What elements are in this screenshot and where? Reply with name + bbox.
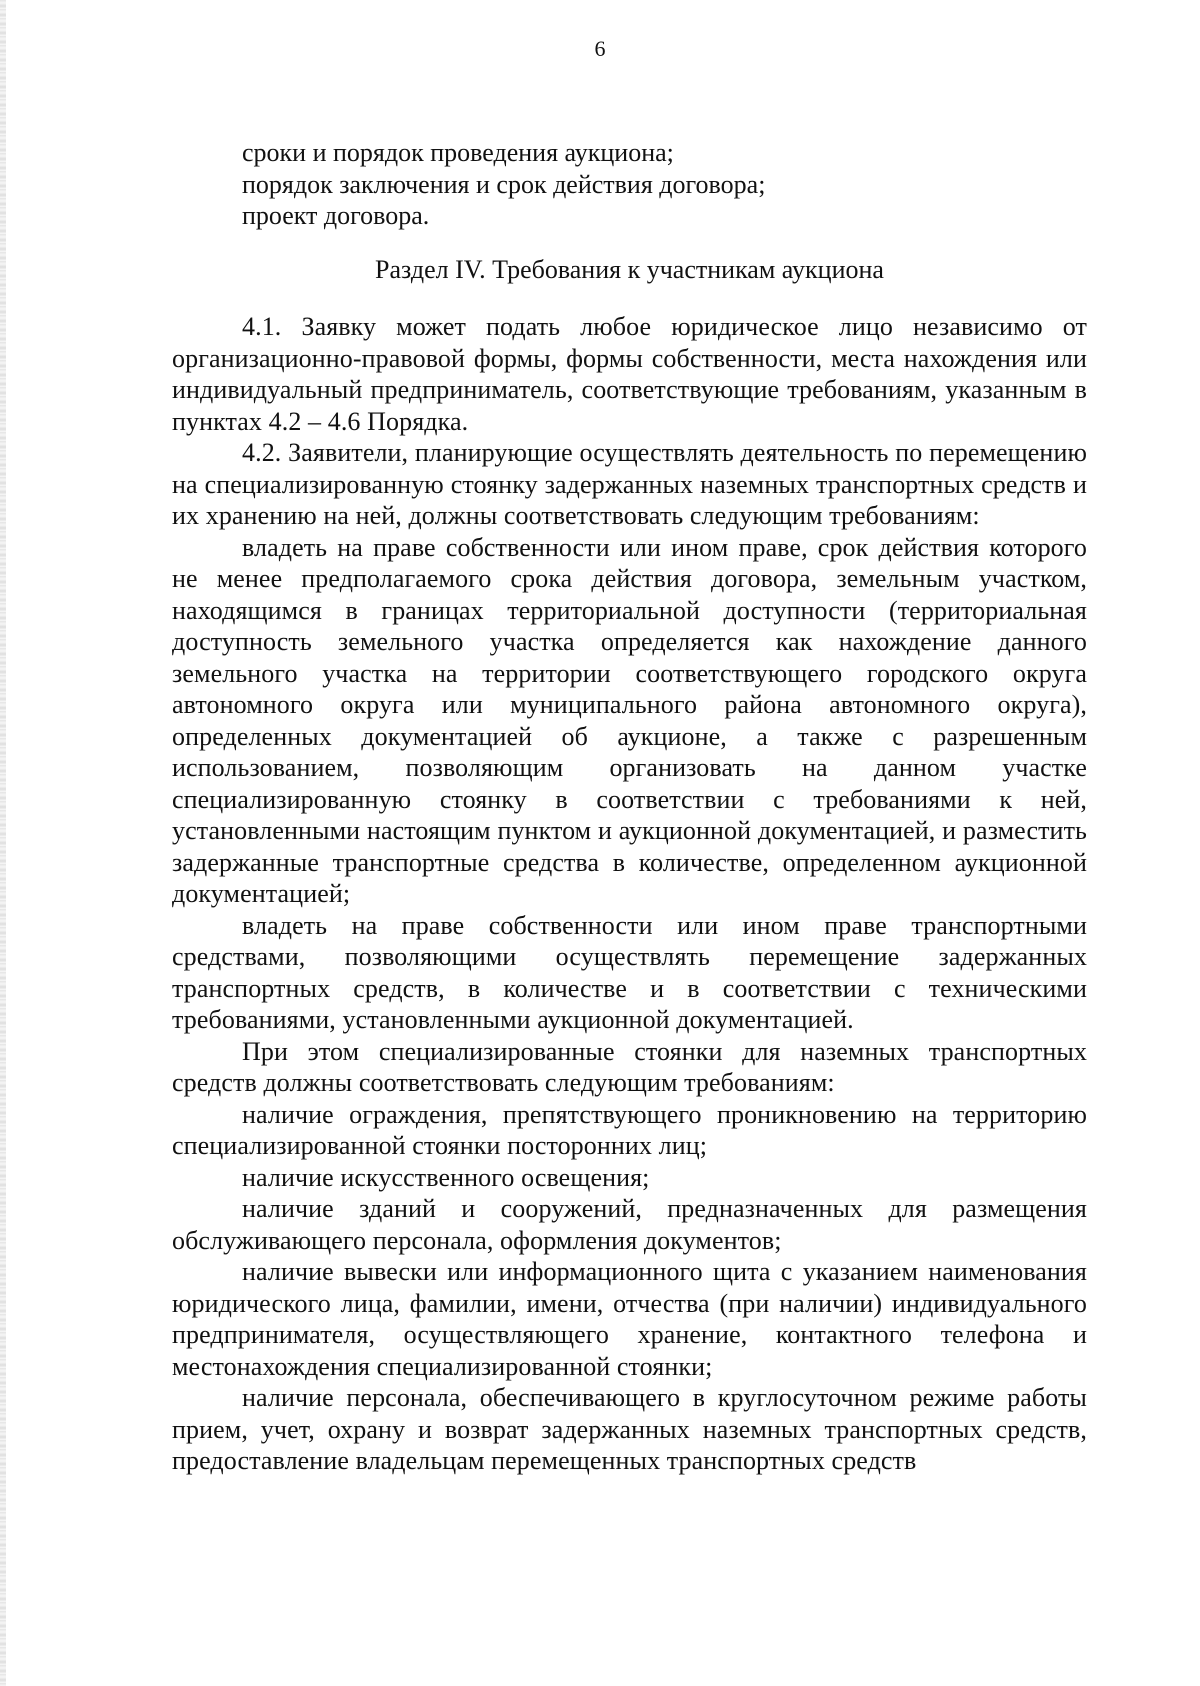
scan-edge [0,0,6,1686]
intro-item: порядок заключения и срок действия договора; [242,169,766,199]
parking-requirements-intro: При этом специализированные стоянки для наземных транспортных средств должны соответствовать следующим требованиям: [172,1036,1087,1097]
requirement-land-plot: владеть на праве собственности или ином праве, срок действия которого не менее предполагаемого срока действия договора, земельным участком, находящимся в границах территориальной доступности (территориальная доступность земельного участка определяется как нахождение данного земельного участка на территории соответствующего городского округа автономного округа или муниципального района автономного округа), определенных документацией об аукционе, а также с разрешенным использованием, позволяющим организовать на данном участке специализированную стоянку в соответствии с требованиями к ней, установленными настоящим пунктом и аукционной документацией, и разместить задержанные транспортные средства в количестве, определенном аукционной документацией; [172,532,1087,908]
paragraph-4-2: 4.2. Заявители, планирующие осуществлять деятельность по перемещению на специализированную стоянку задержанных наземных транспортных средств и их хранению на ней, должны соответствовать следующим требованиям: [172,438,1087,530]
requirement-signboard: наличие вывески или информационного щита с указанием наименования юридического лица, фамилии, имени, отчества (при наличии) индивидуального предпринимателя, осуществляющего хранение, контактного телефона и местонахождения специализированной стоянки; [172,1257,1087,1381]
page-number: 6 [594,36,606,61]
document-body [172,137,1087,1477]
requirement-fence: наличие ограждения, препятствующего проникновению на территорию специализированной стоянки посторонних лиц; [172,1099,1087,1160]
requirement-vehicles: владеть на праве собственности или ином праве транспортными средствами, позволяющими осуществлять перемещение задержанных транспортных средств, в количестве и в соответствии с техническими требованиями, установленными аукционной документацией. [172,910,1087,1034]
section-title: Раздел IV. Требования к участникам аукциона [375,254,884,284]
requirement-buildings: наличие зданий и сооружений, предназначенных для размещения обслуживающего персонала, оформления документов; [172,1194,1087,1255]
requirement-personnel: наличие персонала, обеспечивающего в круглосуточном режиме работы прием, учет, охрану и возврат задержанных наземных транспортных средств, предоставление владельцам перемещенных транспортных средств [172,1383,1087,1475]
requirement-lighting: наличие искусственного освещения; [242,1162,650,1192]
intro-item: сроки и порядок проведения аукциона; [242,138,674,167]
intro-item: проект договора. [242,201,430,230]
intro-list [172,137,1087,232]
paragraph-4-1: 4.1. Заявку может подать любое юридическое лицо независимо от организационно-правовой формы, формы собственности, места нахождения или индивидуальный предприниматель, соответствующие требованиям, указанным в пунктах 4.2 – 4.6 Порядка. [172,312,1087,436]
